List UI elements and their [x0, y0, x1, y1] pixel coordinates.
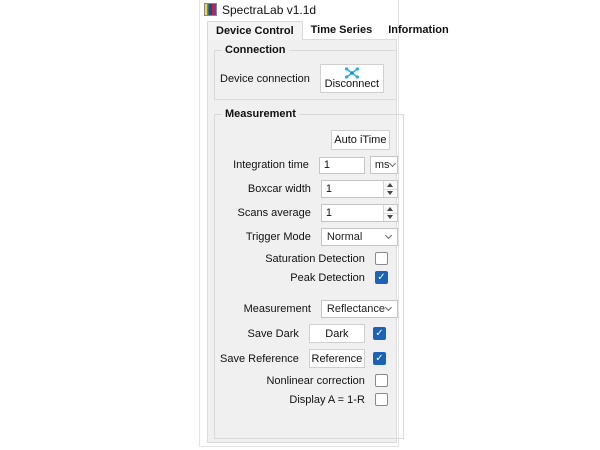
- title-bar[interactable]: [200, 0, 398, 19]
- saturation-detection-label: Saturation Detection: [265, 252, 365, 265]
- save-dark-label: Save Dark: [247, 327, 299, 340]
- save-dark-row: [220, 324, 398, 343]
- display-a-checkbox[interactable]: [375, 393, 388, 406]
- peak-detection-checkbox[interactable]: [375, 271, 388, 284]
- measurement-mode-select[interactable]: [321, 300, 398, 318]
- save-dark-checkbox[interactable]: [373, 327, 386, 340]
- chevron-down-icon: [385, 304, 392, 311]
- trigger-mode-value: Normal: [326, 231, 363, 243]
- integration-time-input[interactable]: [319, 157, 365, 174]
- measurement-legend: Measurement: [225, 108, 296, 120]
- disconnect-button-label: Disconnect: [324, 78, 380, 90]
- save-reference-row: [220, 349, 398, 368]
- arrow-up-icon: [387, 207, 393, 211]
- connection-group: [214, 44, 397, 100]
- saturation-detection-row: [220, 252, 398, 265]
- boxcar-width-input[interactable]: [322, 181, 383, 197]
- trigger-mode-label: Trigger Mode: [245, 231, 311, 243]
- measurement-mode-value: Reflectance: [326, 303, 385, 315]
- display-a-row: [220, 393, 398, 406]
- boxcar-width-label: Boxcar width: [247, 183, 311, 195]
- arrow-up-icon: [387, 183, 393, 187]
- scans-average-label: Scans average: [237, 207, 311, 219]
- device-connection-label: Device connection: [220, 72, 310, 85]
- tab-device-control[interactable]: Device Control: [207, 21, 303, 40]
- nonlinear-correction-checkbox[interactable]: [375, 374, 388, 387]
- connection-legend: Connection: [225, 44, 286, 56]
- arrow-down-icon: [387, 215, 393, 219]
- dark-button[interactable]: Dark: [309, 324, 365, 343]
- measurement-mode-row: [220, 300, 398, 318]
- integration-time-unit-select[interactable]: [370, 156, 398, 174]
- display-a-label: Display A = 1-R: [289, 393, 365, 406]
- reference-button[interactable]: Reference: [309, 349, 365, 368]
- auto-itime-row: [220, 130, 398, 150]
- tab-information[interactable]: Information: [388, 24, 449, 36]
- spin-down-button[interactable]: [384, 213, 397, 222]
- tab-strip: [207, 21, 457, 40]
- measurement-mode-label: Measurement: [243, 303, 311, 315]
- app-spectrum-icon: [204, 3, 217, 16]
- integration-time-label: Integration time: [233, 159, 309, 171]
- spectralab-window: [199, 0, 449, 447]
- save-reference-label: Save Reference: [220, 352, 299, 365]
- auto-itime-button[interactable]: Auto iTime: [331, 130, 390, 150]
- peak-detection-row: [220, 271, 398, 284]
- integration-time-row: [220, 156, 398, 174]
- peak-detection-label: Peak Detection: [290, 271, 365, 284]
- tab-time-series[interactable]: Time Series: [310, 24, 373, 36]
- save-reference-checkbox[interactable]: [373, 352, 386, 365]
- boxcar-width-row: [220, 180, 398, 198]
- window-title: SpectraLab v1.1d: [222, 2, 317, 17]
- disconnect-button[interactable]: [320, 64, 384, 93]
- integration-time-unit-value: ms: [374, 159, 390, 171]
- trigger-mode-select[interactable]: [321, 228, 398, 246]
- scans-average-spinner: [321, 204, 398, 222]
- saturation-detection-checkbox[interactable]: [375, 252, 388, 265]
- boxcar-width-spinner: [321, 180, 398, 198]
- device-connection-row: [220, 64, 391, 93]
- trigger-mode-row: [220, 228, 398, 246]
- measurement-group: [214, 108, 404, 439]
- chevron-down-icon: [385, 232, 392, 239]
- nonlinear-correction-row: [220, 374, 398, 387]
- boxcar-spin-buttons: [383, 181, 397, 197]
- device-control-page: [207, 39, 397, 443]
- spin-up-button[interactable]: [384, 181, 397, 189]
- nonlinear-correction-label: Nonlinear correction: [266, 374, 365, 387]
- scans-average-row: [220, 204, 398, 222]
- scans-average-input[interactable]: [322, 205, 383, 221]
- scans-spin-buttons: [383, 205, 397, 221]
- spin-up-button[interactable]: [384, 205, 397, 213]
- arrow-down-icon: [387, 191, 393, 195]
- spin-down-button[interactable]: [384, 189, 397, 198]
